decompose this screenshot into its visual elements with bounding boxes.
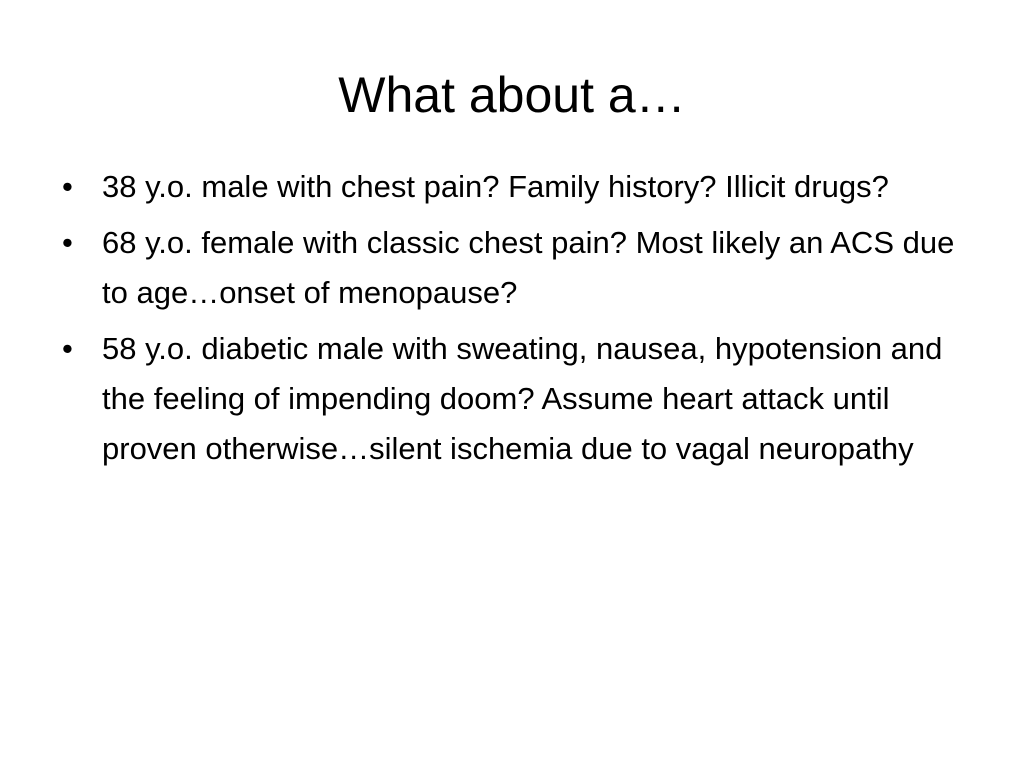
bullet-text: 38 y.o. male with chest pain? Family history? Illicit drugs? [102,169,889,204]
bullet-text: 68 y.o. female with classic chest pain? Most likely an ACS due to age…onset of menopause? [102,225,955,310]
bullet-item [60,324,970,474]
bullet-dot-icon: • [62,169,73,204]
bullet-list [60,162,970,480]
bullet-item [60,218,970,318]
slide-title: What about a… [338,67,686,123]
bullet-text: 58 y.o. diabetic male with sweating, nausea, hypotension and the feeling of impending doom? Assume heart attack until proven otherwise…silent ischemia due to vagal neuropathy [102,331,943,466]
bullet-dot-icon: • [62,331,73,366]
bullet-dot-icon: • [62,225,73,260]
bullet-item [60,162,970,212]
